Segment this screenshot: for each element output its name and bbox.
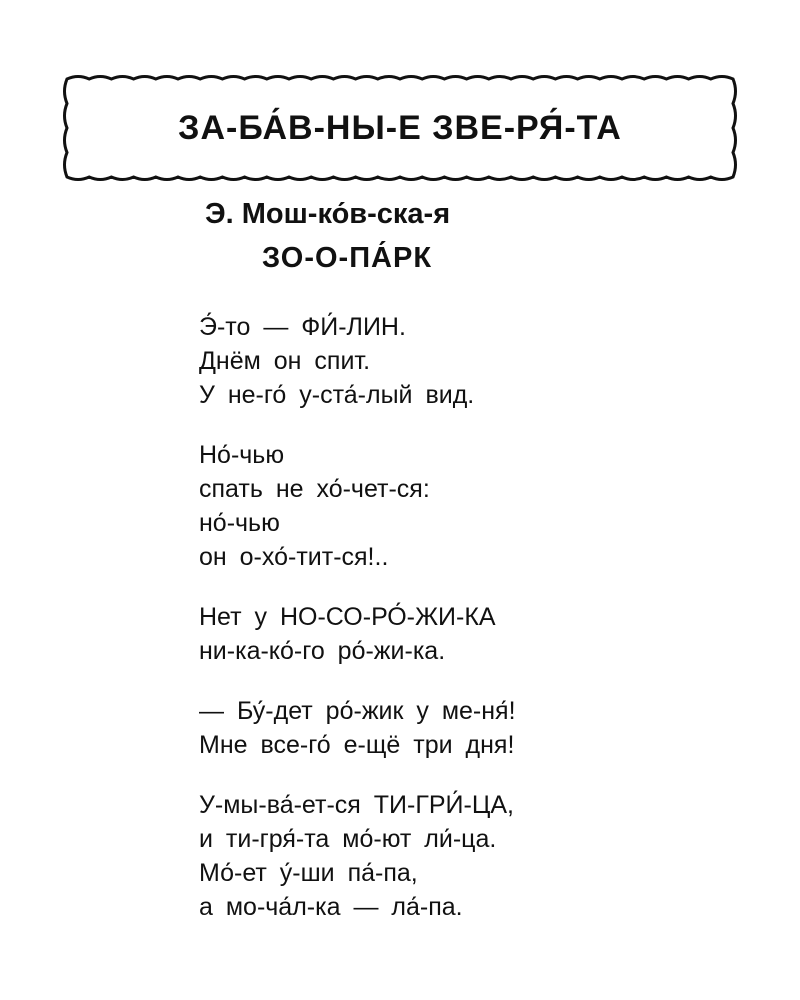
poem-line: Но́-чью bbox=[199, 441, 285, 469]
poem-line: но́-чью bbox=[199, 509, 280, 537]
poem-title: ЗО-О-ПА́РК bbox=[262, 242, 433, 274]
poem-line: и ти-гря́-та мо́-ют ли́-ца. bbox=[199, 825, 497, 853]
poem-author: Э. Мош-ко́в-ска-я bbox=[205, 198, 451, 230]
stanza bbox=[199, 788, 759, 924]
section-banner bbox=[58, 70, 742, 186]
poem-line: Нет у НО-СО-РО́-ЖИ-КА bbox=[199, 603, 496, 631]
poem-line: — Бу́-дет ро́-жик у ме-ня́! bbox=[199, 697, 516, 725]
stanza bbox=[199, 600, 759, 668]
poem-line: Мо́-ет у́-ши па́-па, bbox=[199, 859, 418, 887]
poem-line: ни-ка-ко́-го ро́-жи-ка. bbox=[199, 637, 446, 665]
stanza bbox=[199, 438, 759, 574]
poem-line: а мо-ча́л-ка — ла́-па. bbox=[199, 893, 463, 921]
poem-line: У не-го́ у-ста́-лый вид. bbox=[199, 381, 475, 409]
poem-body bbox=[199, 310, 759, 950]
poem-line: он о-хо́-тит-ся!.. bbox=[199, 543, 389, 571]
stanza bbox=[199, 310, 759, 412]
poem-line: Э́-то — ФИ́-ЛИН. bbox=[199, 313, 406, 341]
poem-line: Мне все-го́ е-щё три дня! bbox=[199, 731, 515, 759]
poem-line: У-мы-ва́-ет-ся ТИ-ГРИ́-ЦА, bbox=[199, 791, 514, 819]
stanza bbox=[199, 694, 759, 762]
section-title: ЗА-БА́В-НЫ-Е ЗВЕ-РЯ́-ТА bbox=[178, 108, 622, 147]
poem-line: спать не хо́-чет-ся: bbox=[199, 475, 430, 503]
poem-line: Днём он спит. bbox=[199, 347, 371, 375]
